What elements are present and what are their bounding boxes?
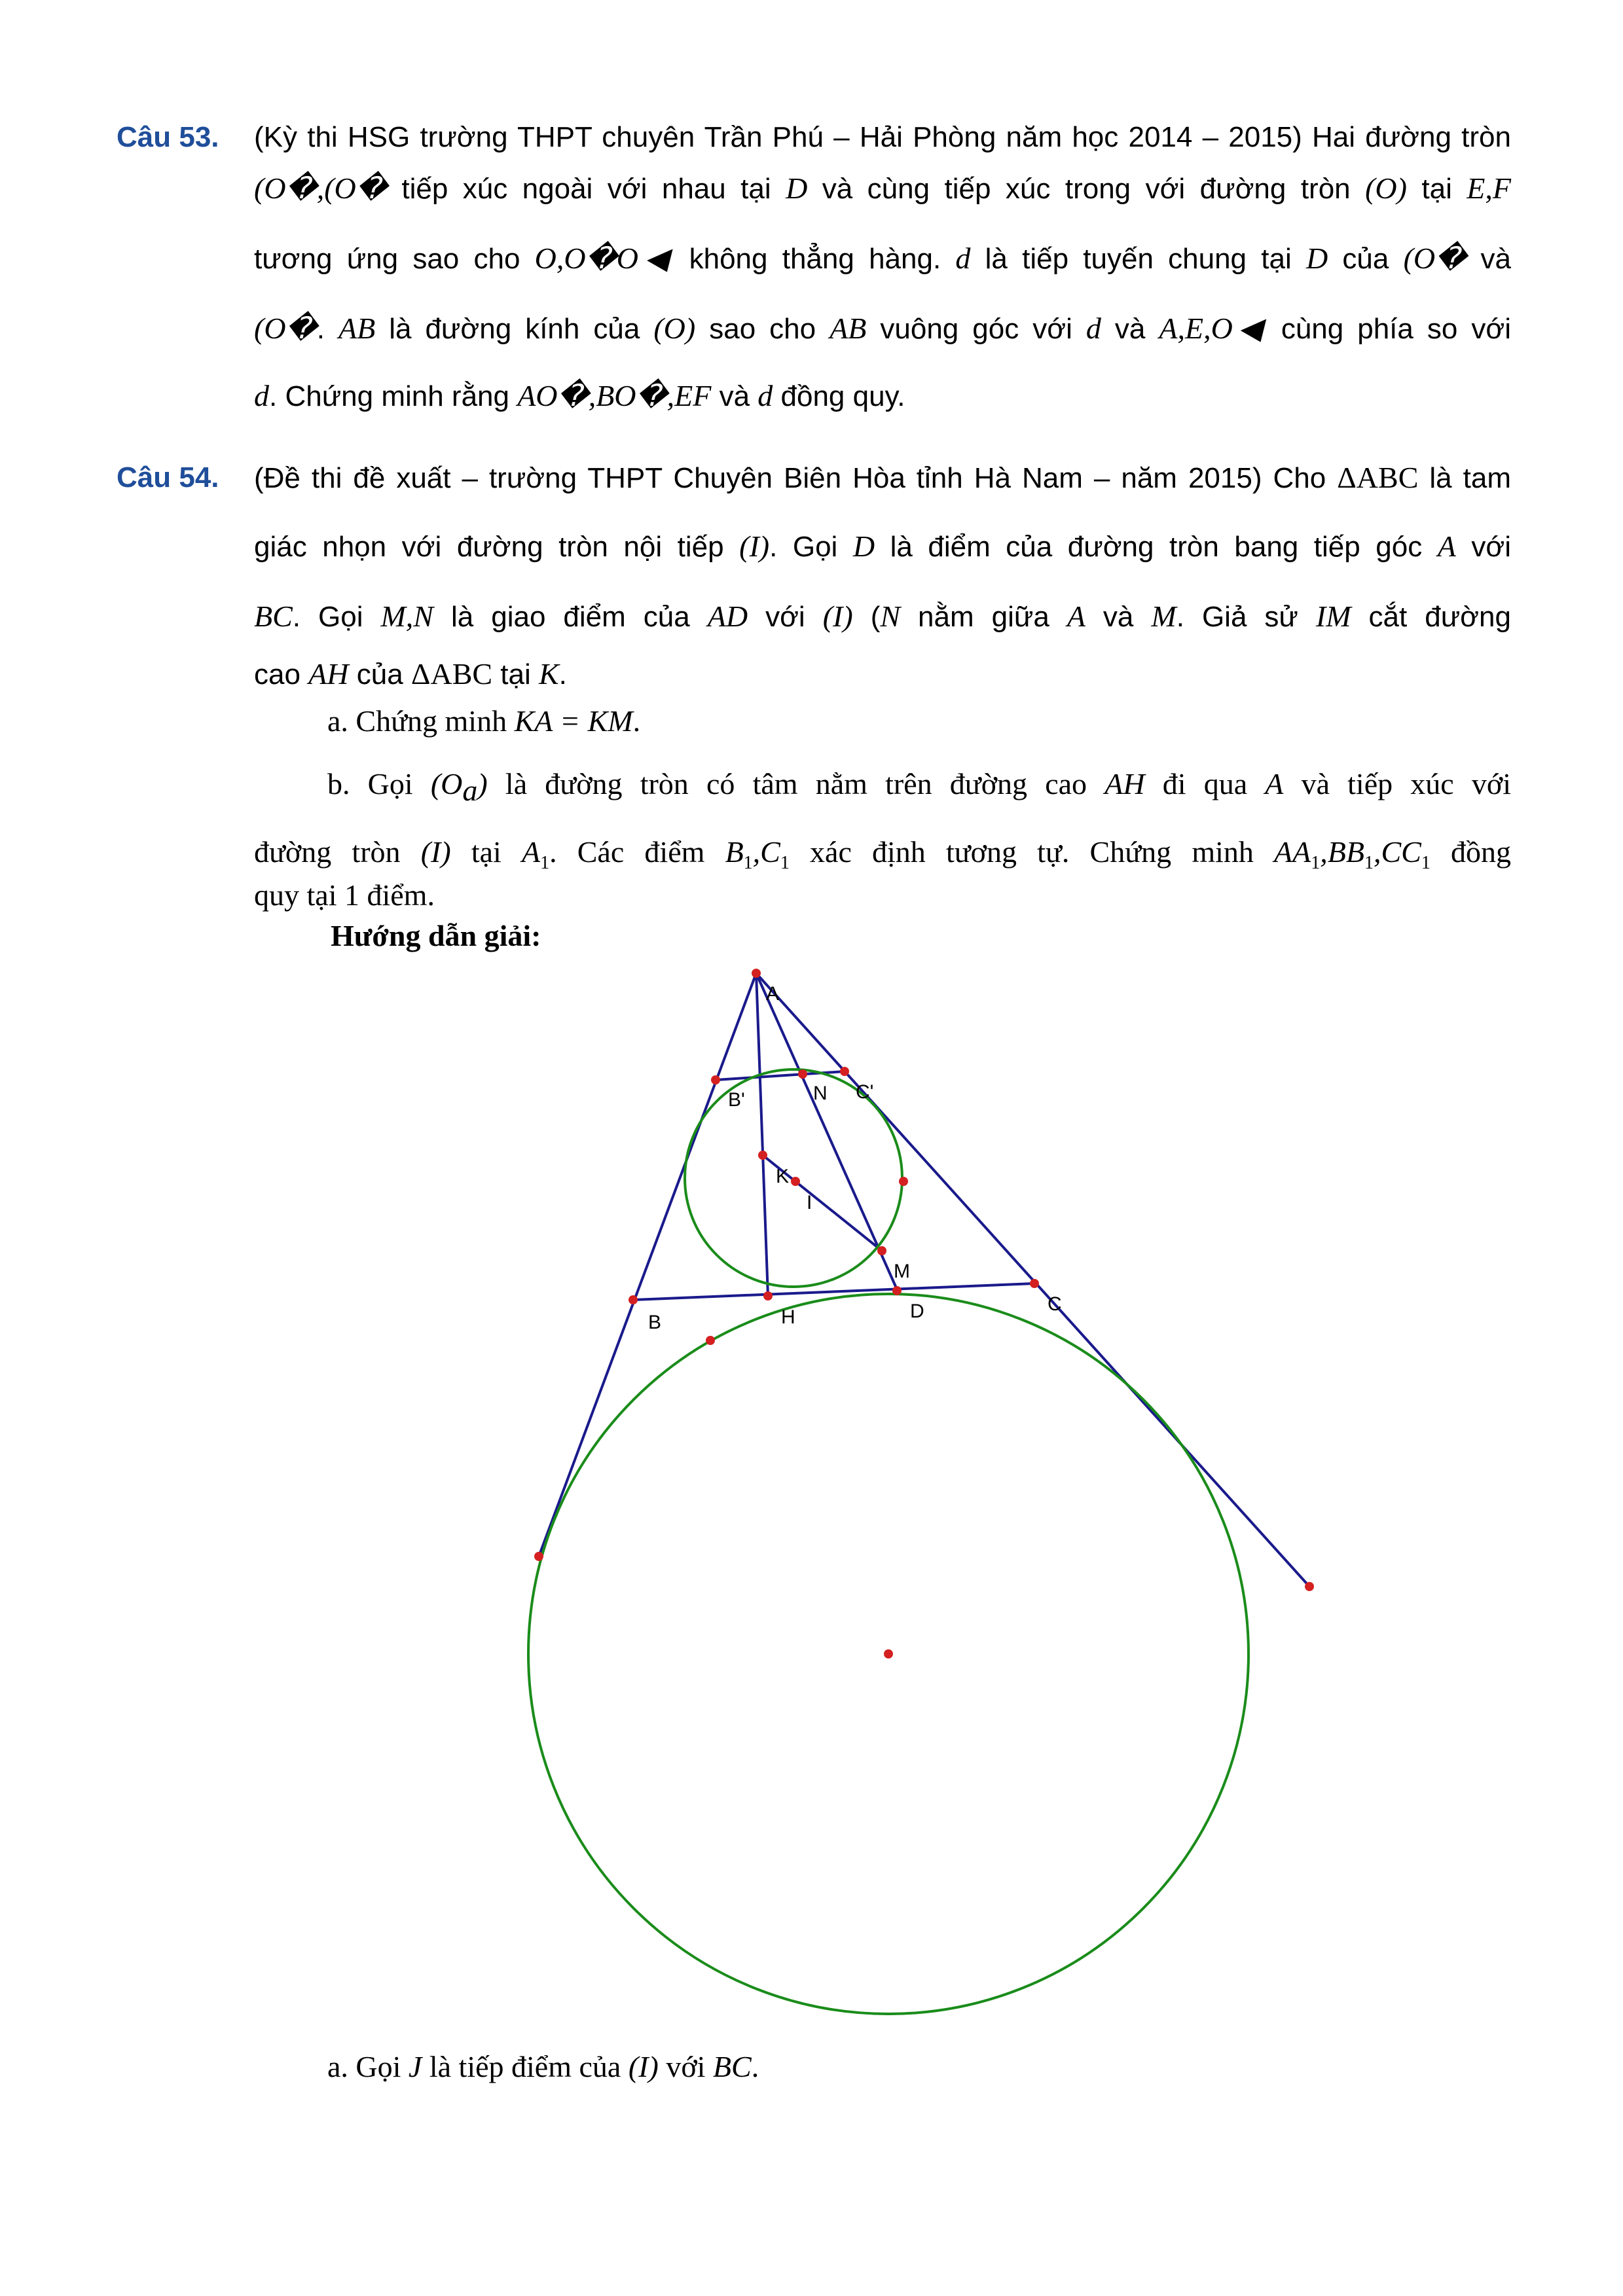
point-excircle-center (884, 1649, 893, 1659)
point-B (629, 1295, 638, 1304)
label-I: I (807, 1192, 812, 1213)
q54-line-4: cao AH của ΔABC tại K. (254, 657, 567, 691)
q54-part-b-line-2: đường tròn (I) tại $A_1$. Các điểm $B_1,C_1$ xác định tương tự. Chứng minh $AA_1,BB_1,CC_1$ đồng (254, 835, 1511, 874)
q54-line-3: BC. Gọi M,N là giao điểm của AD với (I) (N nằm giữa A và M. Giả sử IM cắt đường (254, 600, 1511, 633)
label-A: A (766, 983, 780, 1005)
point-K (758, 1151, 767, 1160)
label-C: C (1048, 1293, 1062, 1315)
q54-part-a: a. Chứng minh KA = KM. (327, 704, 641, 738)
solution-part-a: a. Gọi J là tiếp điểm của (I) với BC. (327, 2050, 759, 2083)
q53-line-4: (O�. AB là đường kính của (O) sao cho AB vuông góc với d và A,E,O◀ cùng phía so với (254, 312, 1512, 345)
line-AB-tangent (539, 973, 756, 1556)
label-B1: B' (728, 1089, 745, 1111)
label-N: N (813, 1083, 828, 1104)
label-M: M (894, 1261, 910, 1282)
point-excircle-upper (706, 1336, 715, 1345)
q54-line-1: (Đề thi đề xuất – trường THPT Chuyên Biên Hòa tỉnh Hà Nam – năm 2015) Cho ΔABC là tam (254, 461, 1511, 494)
solution-heading: Hướng dẫn giải: (331, 919, 541, 952)
q54-part-b-line-1: b. Gọi $(O_a)$ là đường tròn có tâm nằm trên đường cao AH đi qua A và tiếp xúc với (327, 767, 1512, 808)
point-C (1030, 1279, 1039, 1288)
q53-text: (Kỳ thi HSG trường THPT chuyên Trần Phú – Hải Phòng năm học 2014 – 2015) Hai đường tròn (254, 121, 1511, 153)
figure-circles (528, 1069, 1249, 2014)
label-D: D (910, 1300, 924, 1322)
line-AH-altitude (756, 973, 768, 1296)
figure-labels (648, 983, 1062, 1333)
point-N (798, 1069, 807, 1079)
q53-line-2: (O�,(O� tiếp xúc ngoài với nhau tại D và cùng tiếp xúc trong với đường tròn (O) tại E,F (254, 171, 1511, 205)
point-tangent-left (534, 1552, 543, 1561)
figure-lines (539, 973, 1309, 1587)
label-B: B (648, 1312, 662, 1333)
point-I (791, 1177, 800, 1186)
point-tangent-right-far (1305, 1582, 1314, 1591)
point-M (877, 1246, 886, 1255)
q53-line-3: tương ứng sao cho O,O�O◀ không thẳng hàng. d là tiếp tuyến chung tại D của (O� và (254, 242, 1512, 275)
question-53-number: Câu 53. (117, 121, 219, 153)
q54-line-2: giác nhọn với đường tròn nội tiếp (I). Gọi D là điểm của đường tròn bang tiếp góc A với (254, 529, 1512, 563)
label-K: K (776, 1166, 790, 1187)
point-D (892, 1286, 902, 1295)
label-C1: C' (856, 1081, 874, 1103)
q54-part-b-line-3: quy tại 1 điểm. (254, 878, 435, 912)
point-B1 (711, 1075, 720, 1085)
question-54-number: Câu 54. (117, 461, 219, 493)
label-H: H (781, 1306, 795, 1328)
point-C1 (840, 1067, 849, 1076)
point-tangent-right (899, 1177, 908, 1186)
line-B1C1 (716, 1071, 845, 1080)
point-H (763, 1291, 773, 1300)
point-A (752, 969, 761, 978)
q53-line-5: d. Chứng minh rằng AO�,BO�,EF và d đồng quy. (254, 379, 905, 412)
line-AD (756, 973, 897, 1289)
